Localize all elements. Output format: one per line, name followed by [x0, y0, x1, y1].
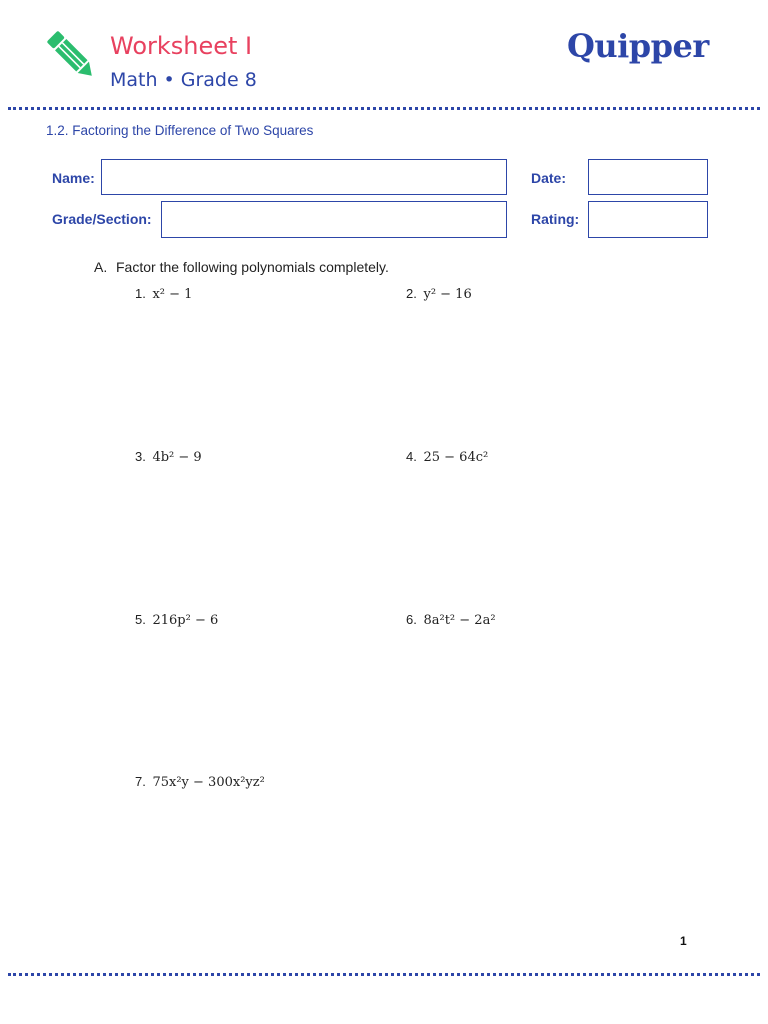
worksheet-subtitle: [110, 68, 257, 92]
pencil-icon: [44, 26, 100, 86]
top-divider: [8, 107, 760, 110]
problem-number: 1.: [135, 286, 146, 301]
problem-number: 3.: [135, 449, 146, 464]
rating-label: Rating:: [531, 211, 580, 227]
problem-item: [406, 611, 496, 630]
problem-expression: 25 − 64c²: [423, 450, 489, 465]
problem-expression: 75x²y − 300x²yz²: [152, 775, 265, 790]
instruction-text: Factor the following polynomials completely.: [116, 259, 389, 275]
problem-expression: 216p² − 6: [152, 613, 219, 628]
grade-section-label: Grade/Section:: [52, 211, 152, 227]
subject-label: Math: [110, 69, 158, 91]
name-label: Name:: [52, 170, 95, 186]
problem-expression: 8a²t² − 2a²: [423, 613, 496, 628]
page-number: 1: [680, 934, 687, 948]
worksheet-title: Worksheet I: [110, 32, 253, 60]
problem-number: 7.: [135, 774, 146, 789]
problem-number: 2.: [406, 286, 417, 301]
problem-item: [135, 611, 218, 630]
subtitle-separator: •: [163, 69, 175, 91]
date-label: Date:: [531, 170, 567, 186]
date-field[interactable]: [588, 159, 708, 195]
section-title: 1.2. Factoring the Difference of Two Squares: [46, 123, 314, 138]
brand-logo: Quipper: [567, 27, 709, 65]
grade-label: Grade 8: [180, 69, 257, 91]
rating-field[interactable]: [588, 201, 708, 238]
name-field[interactable]: [101, 159, 507, 195]
bottom-divider: [8, 973, 760, 976]
problem-number: 6.: [406, 612, 417, 627]
problem-expression: 4b² − 9: [152, 450, 202, 465]
problem-item: [135, 448, 202, 467]
problem-number: 5.: [135, 612, 146, 627]
problem-item: [135, 773, 265, 792]
instruction-letter: A.: [94, 259, 108, 275]
problem-item: [406, 285, 472, 304]
problem-number: 4.: [406, 449, 417, 464]
problem-expression: y² − 16: [423, 287, 472, 302]
problem-expression: x² − 1: [152, 287, 193, 302]
instruction: [94, 258, 389, 276]
grade-section-field[interactable]: [161, 201, 507, 238]
problem-item: [135, 285, 192, 304]
problem-item: [406, 448, 488, 467]
